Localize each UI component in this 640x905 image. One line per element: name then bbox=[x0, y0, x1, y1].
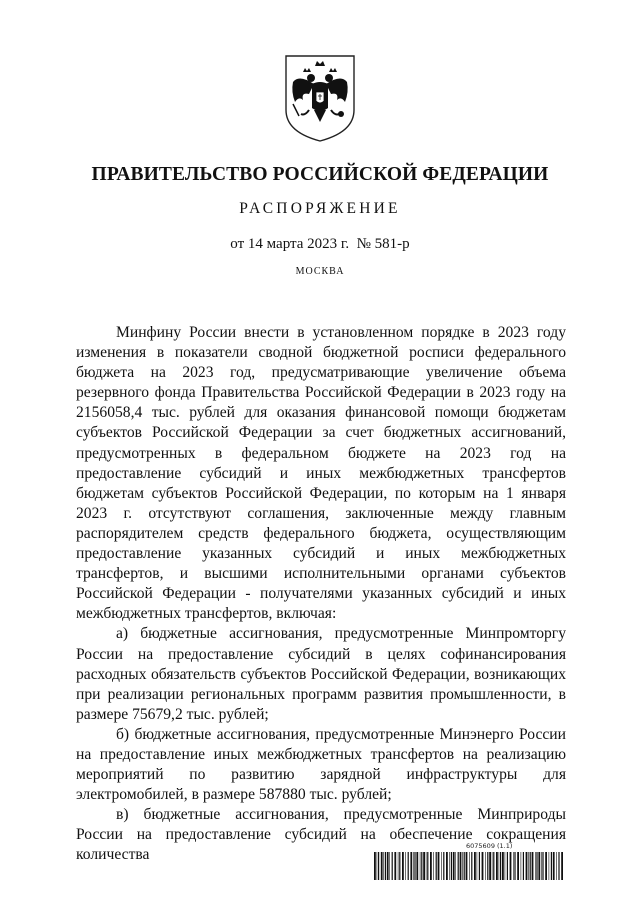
document-number: № 581-р bbox=[356, 236, 410, 252]
paragraph-b: б) бюджетные ассигнования, предусмотренные Минэнерго России на предоставление иных межбюджетных трансфертов на реализацию мероприятий по развитию зарядной инфраструктуры для электромобилей, в размере 587880 тыс. рублей; bbox=[76, 725, 566, 804]
barcode-icon bbox=[374, 852, 566, 880]
russian-coat-of-arms-icon bbox=[281, 52, 359, 144]
document-date: от 14 марта 2023 г. bbox=[230, 236, 350, 252]
paragraph-main: Минфину России внести в установленном порядке в 2023 году изменения в показатели сводной бюджетной росписи федерального бюджета на 2023 год, предусматривающие увеличение объема резервного фонда Правительства Российской Федерации в 2023 году на 2156058,4 тыс. рублей для оказания финансовой помощи бюджетам субъектов Российской Федерации за счет бюджетных ассигнований, предусмотренных в федеральном бюджете на 2023 год на предоставление субсидий и иных межбюджетных трансфертов бюджетам субъектов Российской Федерации, по которым на 1 января 2023 г. отсутствуют соглашения, заключенные между главным распорядителем средств федерального бюджета, осуществляющим предоставление указанных субсидий и иных межбюджетных трансфертов, и высшими исполнительными органами субъектов Российской Федерации - получателями указанных субсидий и иных межбюджетных трансфертов, включая: bbox=[76, 324, 566, 623]
paragraph-a: а) бюджетные ассигнования, предусмотренные Минпромторгу России на предоставление субсидий в целях софинансирования расходных обязательств субъектов Российской Федерации, возникающих при реализации региональных программ развития промышленности, в размере 75679,2 тыс. рублей; bbox=[76, 625, 566, 723]
city: МОСКВА bbox=[295, 266, 345, 277]
government-title: ПРАВИТЕЛЬСТВО РОССИЙСКОЙ ФЕДЕРАЦИИ bbox=[91, 164, 549, 185]
date-line bbox=[0, 236, 640, 253]
footer-code: 6075609 (1.1) bbox=[466, 842, 513, 850]
document-type: РАСПОРЯЖЕНИЕ bbox=[239, 200, 401, 217]
document-body bbox=[76, 323, 566, 866]
paragraph-c: в) бюджетные ассигнования, предусмотренные Минприроды России на предоставление субсидий на обеспечение сокращения количества bbox=[76, 806, 566, 864]
